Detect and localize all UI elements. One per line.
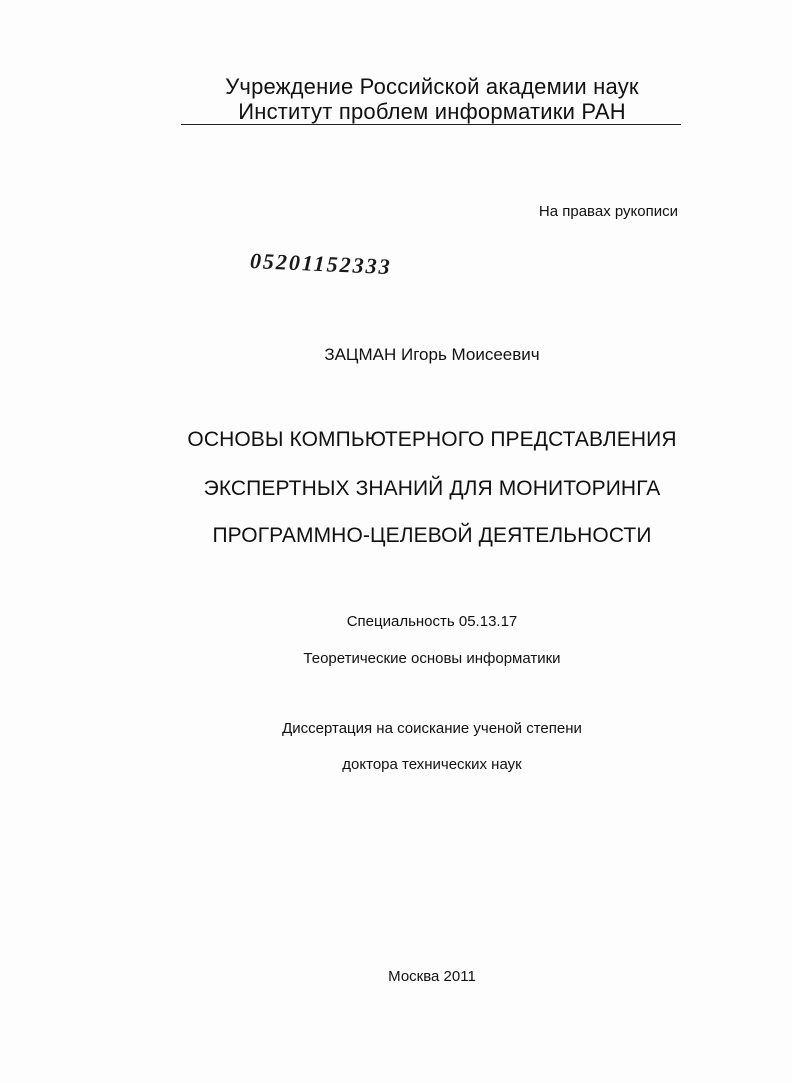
degree-line-1: Диссертация на соискание ученой степени bbox=[282, 720, 582, 737]
author-name: ЗАЦМАН Игорь Моисеевич bbox=[324, 345, 540, 364]
city-year: Москва 2011 bbox=[388, 968, 476, 985]
degree-line-2: доктора технических наук bbox=[342, 756, 522, 773]
manuscript-rights-note: На правах рукописи bbox=[538, 203, 678, 220]
registration-stamp-number: 05201152333 bbox=[249, 248, 393, 280]
specialty-code: Специальность 05.13.17 bbox=[346, 613, 518, 630]
title-line-1: ОСНОВЫ КОМПЬЮТЕРНОГО ПРЕДСТАВЛЕНИЯ bbox=[187, 428, 677, 451]
institute-name: Институт проблем информатики РАН bbox=[238, 99, 626, 124]
title-line-3: ПРОГРАММНО-ЦЕЛЕВОЙ ДЕЯТЕЛЬНОСТИ bbox=[212, 524, 652, 547]
specialty-name: Теоретические основы информатики bbox=[303, 650, 561, 667]
institution-name: Учреждение Российской академии наук bbox=[225, 74, 639, 99]
title-line-2: ЭКСПЕРТНЫХ ЗНАНИЙ ДЛЯ МОНИТОРИНГА bbox=[203, 477, 661, 500]
header-underline bbox=[181, 124, 681, 125]
